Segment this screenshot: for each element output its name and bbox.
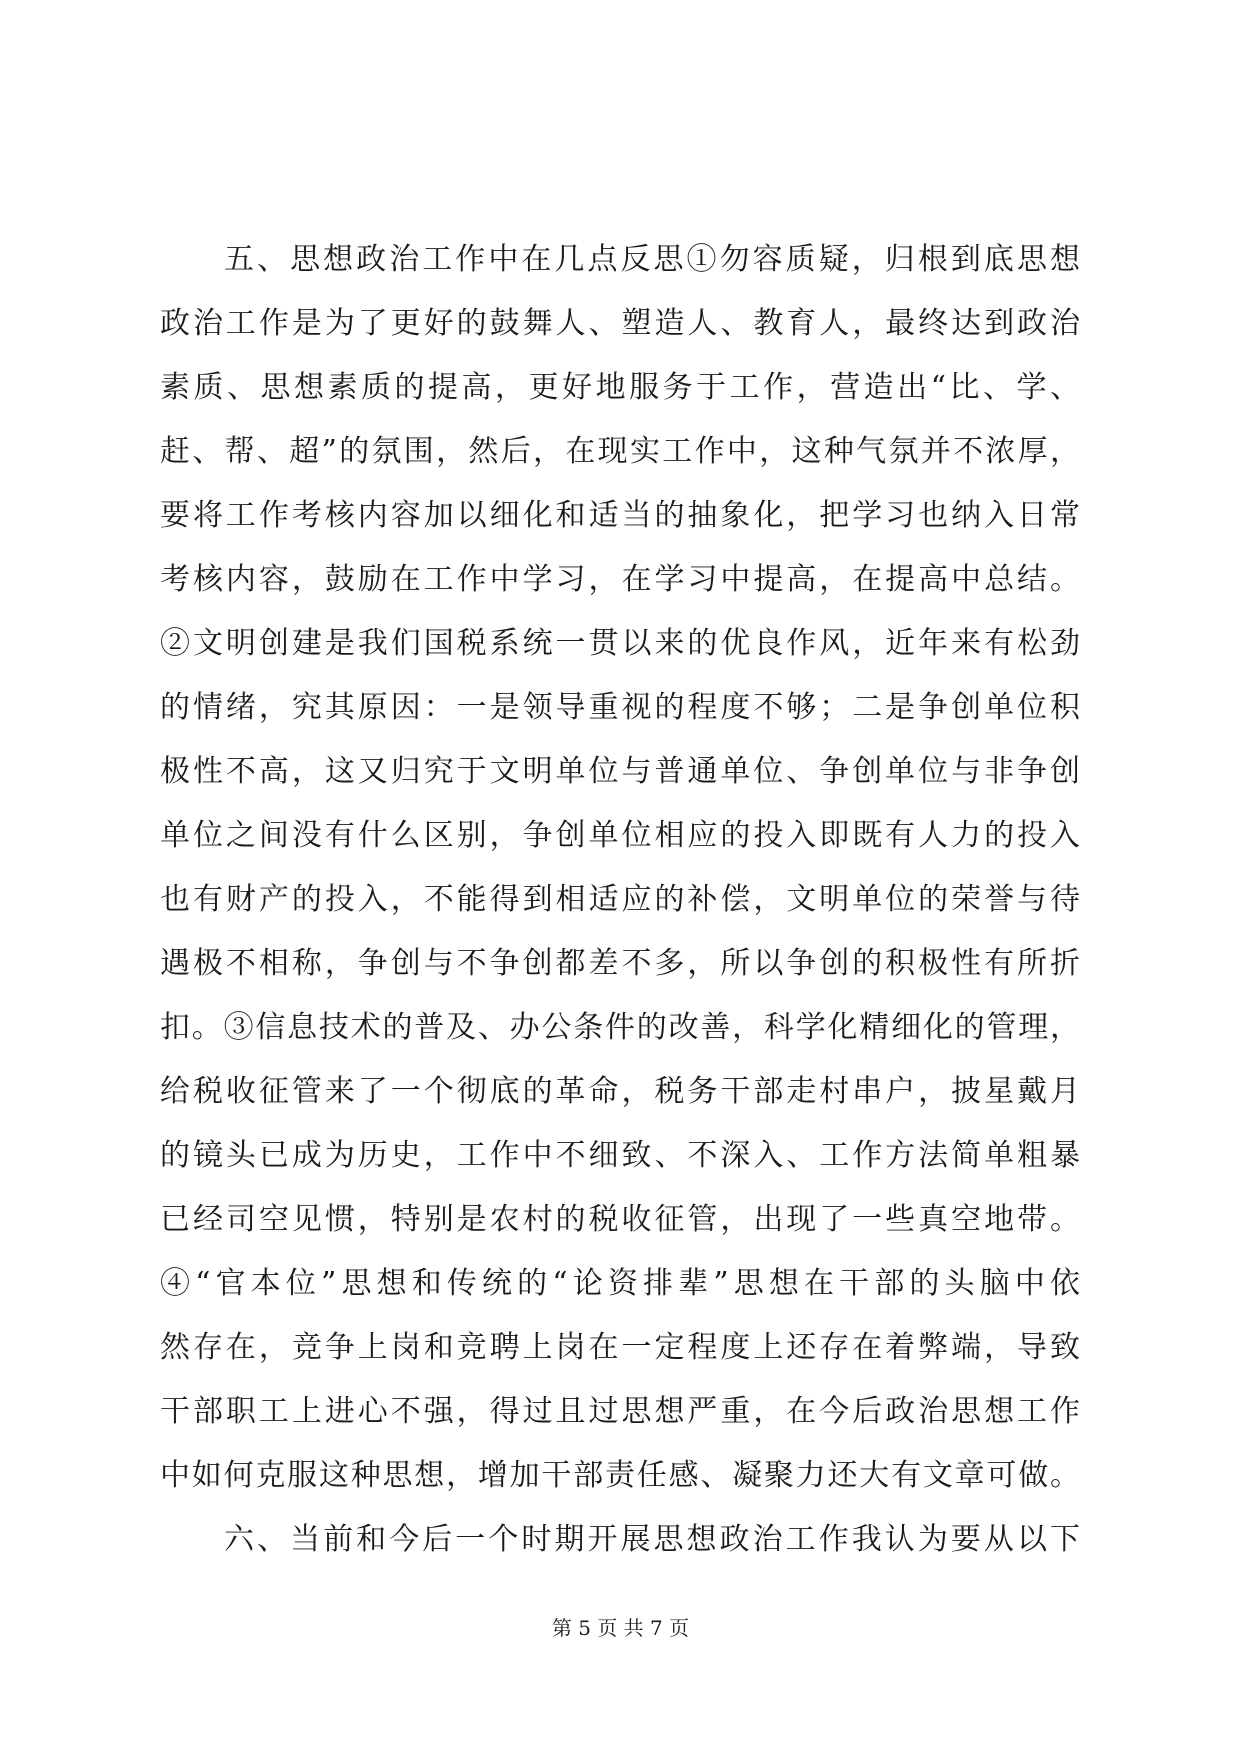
page-number-footer: 第 5 页 共 7 页	[551, 1616, 690, 1640]
paragraph-line: 已经司空见惯，特别是农村的税收征管，出现了一些真空地带。	[160, 1202, 1080, 1237]
paragraph-line: 单位之间没有什么区别，争创单位相应的投入即既有人力的投入	[160, 818, 1080, 853]
paragraph-line: 然存在，竞争上岗和竞聘上岗在一定程度上还存在着弊端，导致	[160, 1330, 1080, 1365]
paragraph-line: 遇极不相称，争创与不争创都差不多，所以争创的积极性有所折	[160, 946, 1080, 981]
paragraph-line: 极性不高，这又归究于文明单位与普通单位、争创单位与非争创	[160, 754, 1080, 789]
paragraph-line: ②文明创建是我们国税系统一贯以来的优良作风，近年来有松劲	[160, 626, 1080, 661]
body-text	[160, 228, 1080, 1572]
paragraph-line: 干部职工上进心不强，得过且过思想严重，在今后政治思想工作	[160, 1394, 1080, 1429]
paragraph-line: 五、思想政治工作中在几点反思①勿容质疑，归根到底思想	[224, 242, 1080, 277]
paragraph-line: 的镜头已成为历史，工作中不细致、不深入、工作方法简单粗暴	[160, 1138, 1080, 1173]
paragraph-line: 赶、帮、超”的氛围，然后，在现实工作中，这种气氛并不浓厚，	[160, 434, 1080, 469]
paragraph-line: 六、当前和今后一个时期开展思想政治工作我认为要从以下	[224, 1522, 1080, 1557]
paragraph-line: 给税收征管来了一个彻底的革命，税务干部走村串户，披星戴月	[160, 1074, 1080, 1109]
paragraph-line: 考核内容，鼓励在工作中学习，在学习中提高，在提高中总结。	[160, 562, 1080, 597]
paragraph-line: 扣。③信息技术的普及、办公条件的改善，科学化精细化的管理，	[160, 1010, 1080, 1045]
paragraph-line: 的情绪，究其原因：一是领导重视的程度不够；二是争创单位积	[160, 690, 1080, 725]
paragraph-line: 政治工作是为了更好的鼓舞人、塑造人、教育人，最终达到政治	[160, 306, 1080, 341]
paragraph-line: 中如何克服这种思想，增加干部责任感、凝聚力还大有文章可做。	[160, 1458, 1080, 1493]
paragraph-line: 素质、思想素质的提高，更好地服务于工作，营造出“比、学、	[160, 370, 1080, 405]
paragraph-line: 要将工作考核内容加以细化和适当的抽象化，把学习也纳入日常	[160, 498, 1080, 533]
paragraph-line: 也有财产的投入，不能得到相适应的补偿，文明单位的荣誉与待	[160, 882, 1080, 917]
paragraph-line: ④“官本位”思想和传统的“论资排辈”思想在干部的头脑中依	[160, 1266, 1080, 1301]
